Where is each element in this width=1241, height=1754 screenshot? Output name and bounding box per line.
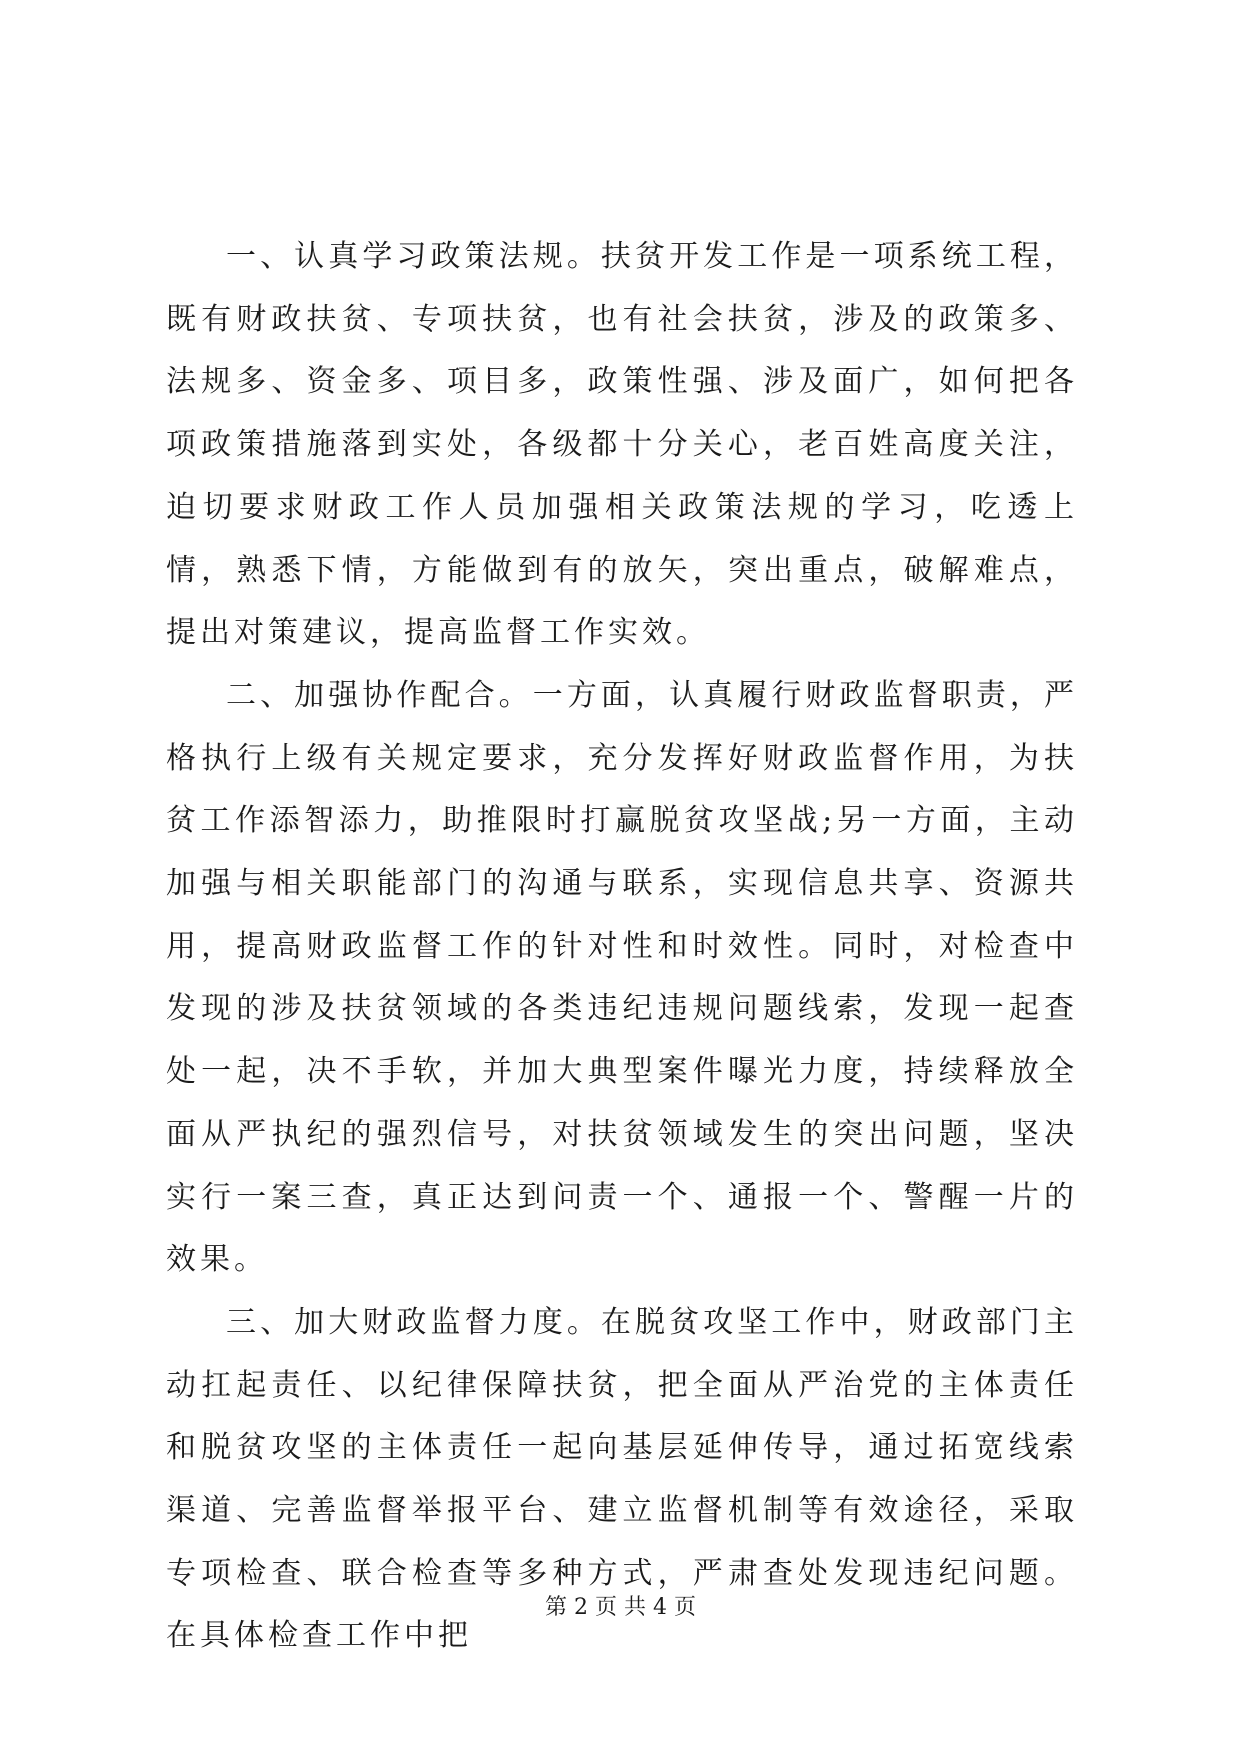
paragraph-3: 三、加大财政监督力度。在脱贫攻坚工作中，财政部门主动扛起责任、以纪律保障扶贫，把全面从严治党的主体责任和脱贫攻坚的主体责任一起向基层延伸传导，通过拓宽线索渠道、完善监督举报平台、建立监督机制等有效途径，采取专项检查、联合检查等多种方式，严肃查处发现违纪问题。在具体检查工作中把: [166, 1304, 1078, 1654]
page-number-footer: 第 2 页 共 4 页: [545, 1595, 696, 1620]
paragraph-1: 一、认真学习政策法规。扶贫开发工作是一项系统工程，既有财政扶贫、专项扶贫，也有社会扶贫，涉及的政策多、法规多、资金多、项目多，政策性强、涉及面广，如何把各项政策措施落到实处，各级都十分关心，老百姓高度关注，迫切要求财政工作人员加强相关政策法规的学习，吃透上情，熟悉下情，方能做到有的放矢，突出重点，破解难点，提出对策建议，提高监督工作实效。: [166, 239, 1078, 651]
paragraph-2: 二、加强协作配合。一方面，认真履行财政监督职责，严格执行上级有关规定要求，充分发挥好财政监督作用，为扶贫工作添智添力，助推限时打赢脱贫攻坚战;另一方面，主动加强与相关职能部门的沟通与联系，实现信息共享、资源共用，提高财政监督工作的针对性和时效性。同时，对检查中发现的涉及扶贫领域的各类违纪违规问题线索，发现一起查处一起，决不手软，并加大典型案件曝光力度，持续释放全面从严执纪的强烈信号，对扶贫领域发生的突出问题，坚决实行一案三查，真正达到问责一个、通报一个、警醒一片的效果。: [166, 677, 1078, 1278]
document-body: [166, 226, 1078, 1668]
